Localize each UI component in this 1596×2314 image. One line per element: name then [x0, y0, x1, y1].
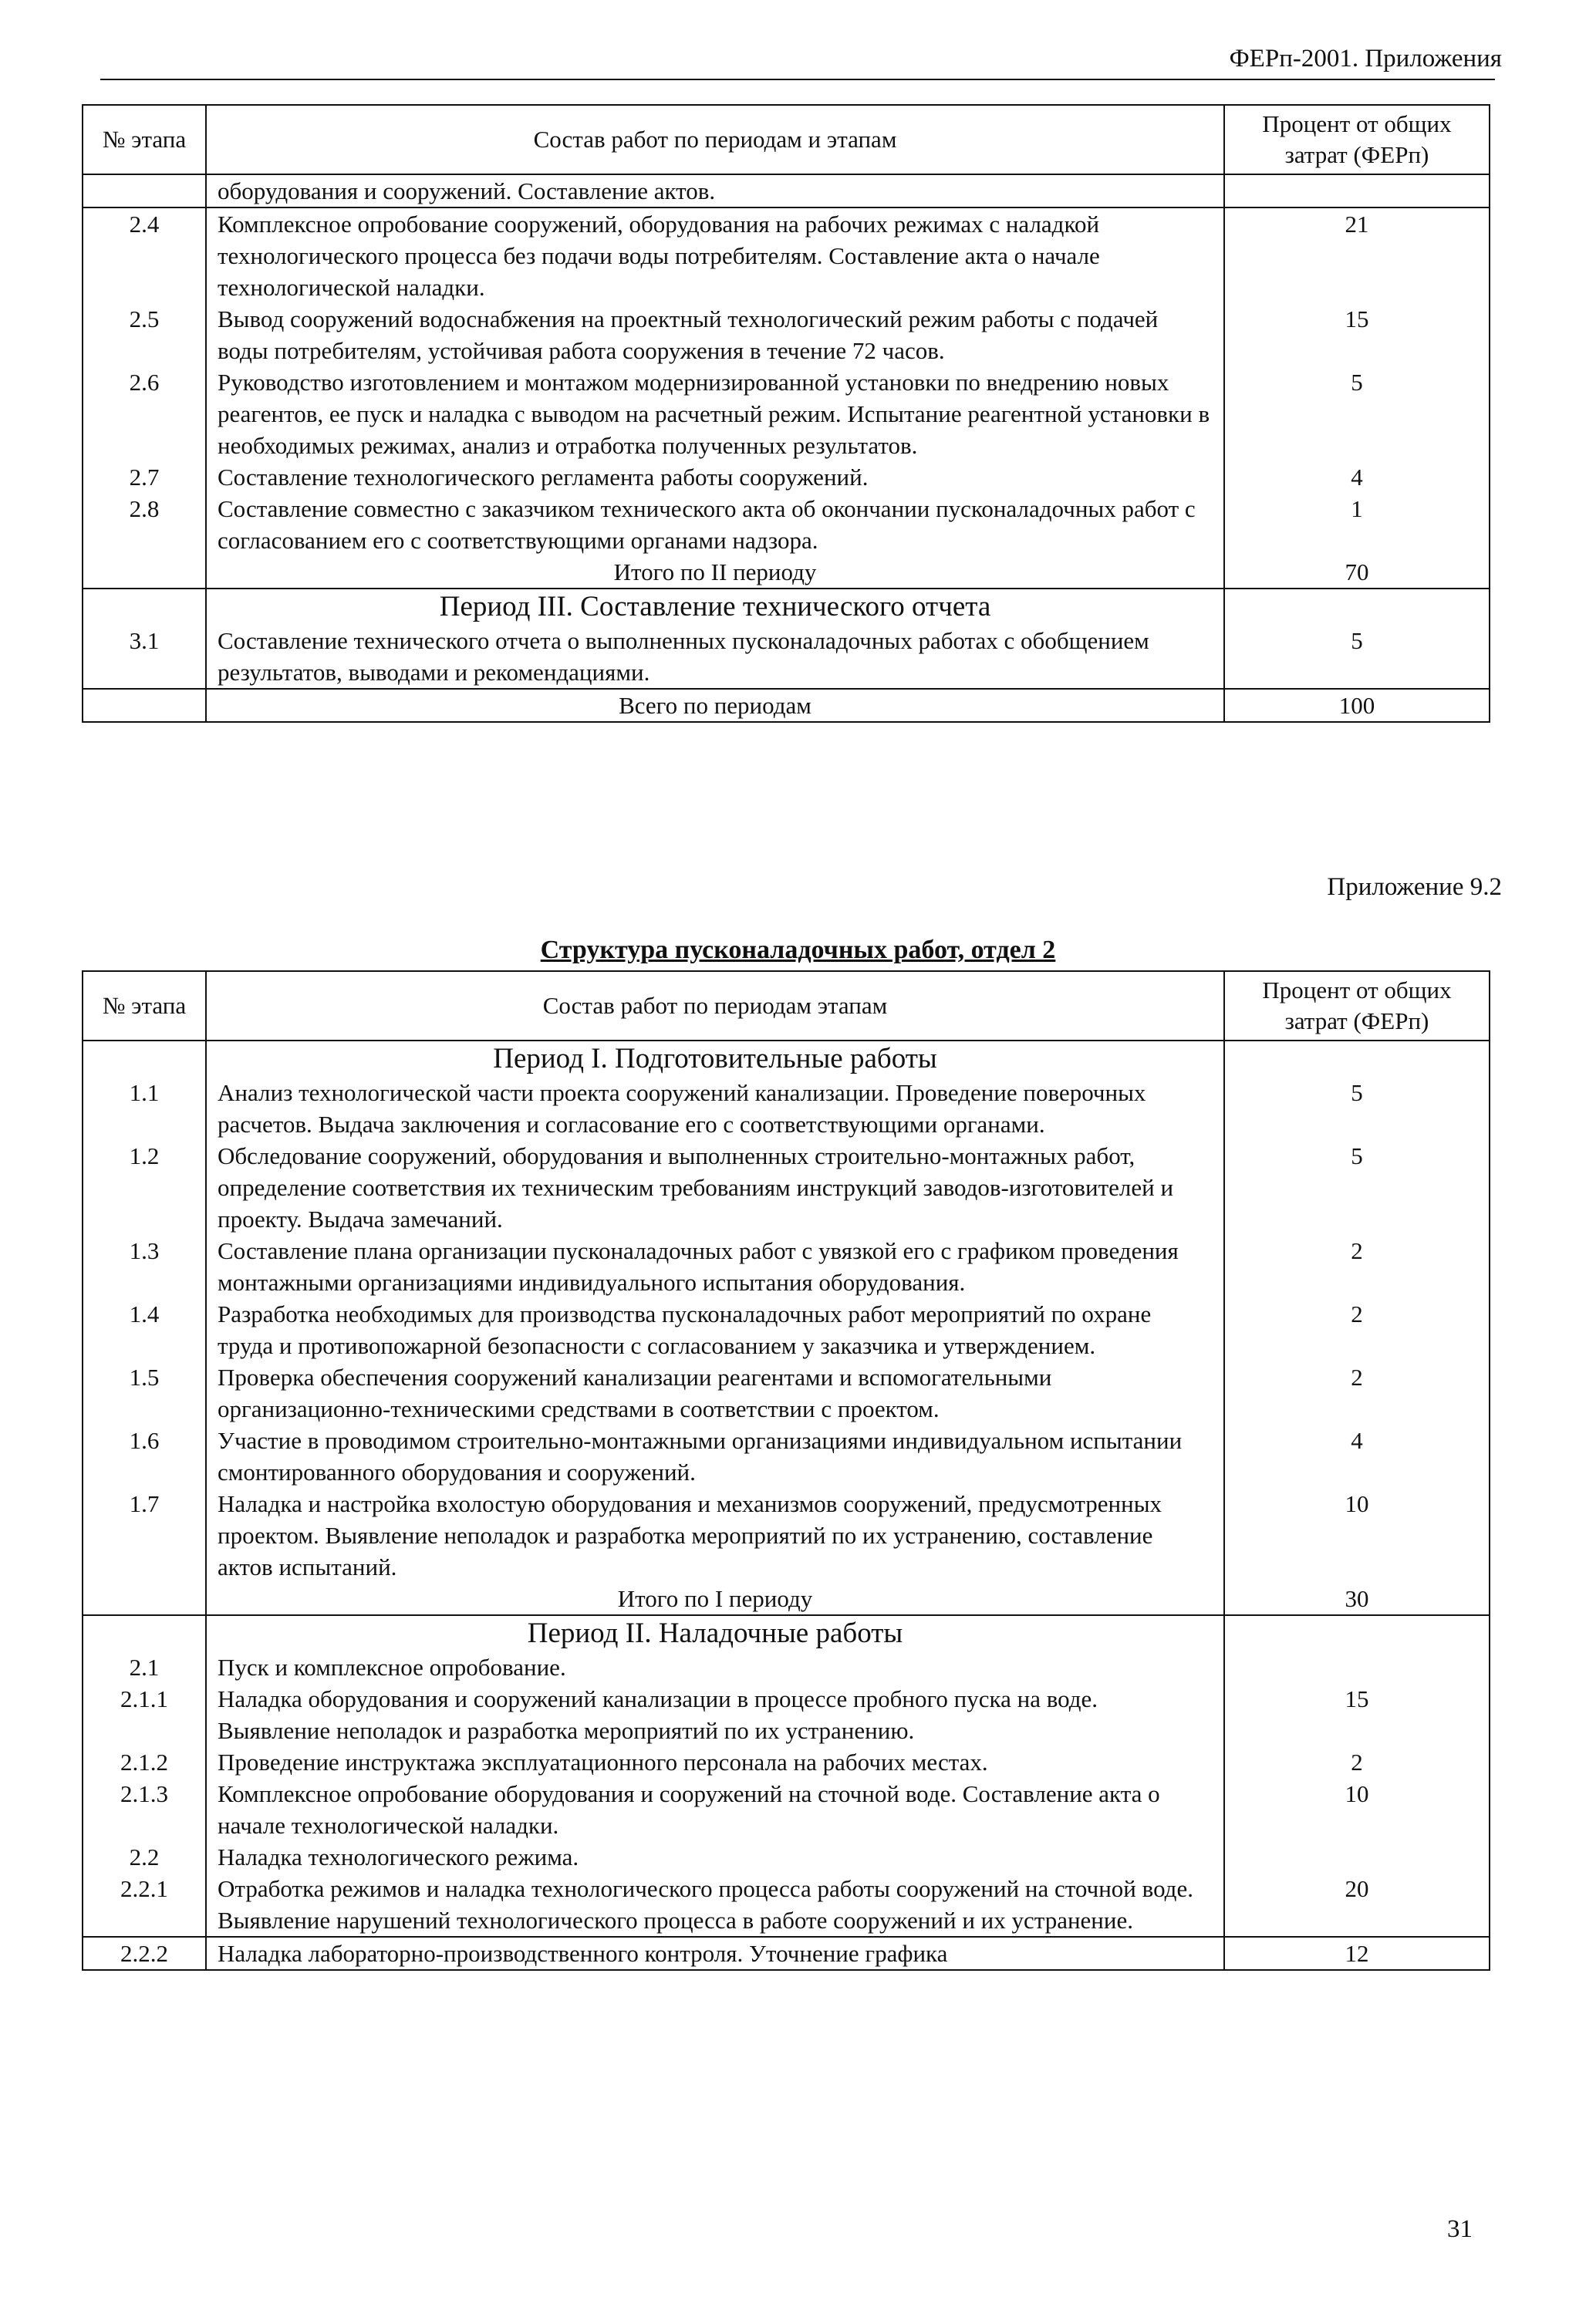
period-heading-row — [83, 1041, 1490, 1077]
table-row — [83, 1140, 1490, 1235]
period-heading-row — [83, 1615, 1490, 1651]
stage-description: Участие в проводимом строительно-монтажными организациями индивидуальном испытании смонтированного оборудования и сооружений. — [206, 1425, 1224, 1488]
table-row — [83, 625, 1490, 689]
table-row — [83, 1077, 1490, 1140]
column-header-work-description: Состав работ по периодам этапам — [206, 971, 1224, 1041]
period-heading: Период II. Наладочные работы — [206, 1615, 1224, 1651]
stage-number: 2.2.2 — [83, 1937, 206, 1970]
table-title: Структура пусконаладочных работ, отдел 2 — [540, 936, 1056, 964]
table-row — [83, 1361, 1490, 1425]
page-number: 31 — [1447, 2215, 1473, 2243]
stage-description: Наладка лабораторно-производственного контроля. Уточнение графика — [206, 1937, 1224, 1970]
stage-number: 2.1.3 — [83, 1778, 206, 1841]
grand-total-percent: 100 — [1224, 689, 1490, 722]
stage-percent: 5 — [1224, 1140, 1490, 1235]
table-row — [83, 1298, 1490, 1361]
stage-description: Проведение инструктажа эксплуатационного персонала на рабочих местах. — [206, 1746, 1224, 1778]
stage-description: Пуск и комплексное опробование. — [206, 1651, 1224, 1683]
continuation-text: оборудования и сооружений. Составление актов. — [206, 174, 1224, 207]
stage-percent: 5 — [1224, 625, 1490, 689]
table-row — [83, 493, 1490, 556]
stage-percent: 5 — [1224, 366, 1490, 461]
stage-percent: 20 — [1224, 1873, 1490, 1937]
period-total-row — [83, 1583, 1490, 1615]
stage-description: Руководство изготовлением и монтажом модернизированной установки по внедрению новых реагентов, ее пуск и наладка с выводом на расчетный режим. Испытание реагентной установки в необходимых режимах, анализ и отработка полученных результатов. — [206, 366, 1224, 461]
table-row — [83, 1651, 1490, 1683]
stage-description: Составление плана организации пусконаладочных работ с увязкой его с графиком проведения монтажными организациями индивидуального испытания оборудования. — [206, 1235, 1224, 1298]
stage-description: Составление совместно с заказчиком технического акта об окончании пусконаладочных работ с согласованием его с соответствующими органами надзора. — [206, 493, 1224, 556]
stage-number: 2.1 — [83, 1651, 206, 1683]
stage-number: 2.5 — [83, 303, 206, 366]
stage-description: Наладка и настройка вхолостую оборудования и механизмов сооружений, предусмотренных проектом. Выявление неполадок и разработка мероприятий по их устранению, составление актов испытаний. — [206, 1488, 1224, 1583]
column-header-work-description: Состав работ по периодам и этапам — [206, 105, 1224, 174]
stage-description: Составление технического отчета о выполненных пусконаладочных работах с обобщением результатов, выводами и рекомендациями. — [206, 625, 1224, 689]
table-row — [83, 303, 1490, 366]
table-row — [83, 1873, 1490, 1937]
stage-description: Обследование сооружений, оборудования и выполненных строительно-монтажных работ, определение соответствия их техническим требованиям инструкций заводов-изготовителей и проекту. Выдача замечаний. — [206, 1140, 1224, 1235]
stage-number: 1.2 — [83, 1140, 206, 1235]
stage-percent: 4 — [1224, 461, 1490, 493]
stage-percent: 21 — [1224, 207, 1490, 303]
stage-number: 3.1 — [83, 625, 206, 689]
table-row — [83, 366, 1490, 461]
stage-number: 2.1.1 — [83, 1683, 206, 1746]
stage-percent — [1224, 1651, 1490, 1683]
stage-description: Анализ технологической части проекта сооружений канализации. Проведение поверочных расчетов. Выдача заключения и согласование его с соответствующими органами. — [206, 1077, 1224, 1140]
period-heading: Период III. Составление технического отчета — [206, 589, 1224, 625]
stage-percent: 5 — [1224, 1077, 1490, 1140]
period-total-percent: 30 — [1224, 1583, 1490, 1615]
stage-description: Комплексное опробование сооружений, оборудования на рабочих режимах с наладкой технологического процесса без подачи воды потребителям. Составление акта о начале технологической наладки. — [206, 207, 1224, 303]
header-divider — [100, 79, 1495, 80]
stage-percent: 4 — [1224, 1425, 1490, 1488]
stage-number: 2.4 — [83, 207, 206, 303]
table-row — [83, 207, 1490, 303]
stage-percent: 1 — [1224, 493, 1490, 556]
stage-percent: 10 — [1224, 1488, 1490, 1583]
stage-percent: 15 — [1224, 303, 1490, 366]
period-total-label: Итого по II периоду — [206, 556, 1224, 589]
stage-number: 2.7 — [83, 461, 206, 493]
table-row — [83, 1235, 1490, 1298]
table-structure-department-2 — [82, 970, 1490, 1971]
stage-percent: 10 — [1224, 1778, 1490, 1841]
stage-percent: 2 — [1224, 1746, 1490, 1778]
table-row — [83, 1488, 1490, 1583]
stage-description: Комплексное опробование оборудования и сооружений на сточной воде. Составление акта о начале технологической наладки. — [206, 1778, 1224, 1841]
stage-number: 1.3 — [83, 1235, 206, 1298]
grand-total-row — [83, 689, 1490, 722]
stage-number: 1.4 — [83, 1298, 206, 1361]
table-row — [83, 174, 1490, 207]
stage-number: 1.7 — [83, 1488, 206, 1583]
stage-description: Составление технологического регламента работы сооружений. — [206, 461, 1224, 493]
table-row — [83, 1683, 1490, 1746]
stage-number: 2.2 — [83, 1841, 206, 1873]
stage-number: 2.2.1 — [83, 1873, 206, 1937]
table-row — [83, 1425, 1490, 1488]
stage-description: Проверка обеспечения сооружений канализации реагентами и вспомогательными организационно-техническими средствами в соответствии с проектом. — [206, 1361, 1224, 1425]
stage-number: 2.6 — [83, 366, 206, 461]
table-row — [83, 1841, 1490, 1873]
stage-number: 1.1 — [83, 1077, 206, 1140]
stage-number: 1.6 — [83, 1425, 206, 1488]
stage-percent: 15 — [1224, 1683, 1490, 1746]
table-row — [83, 1746, 1490, 1778]
table-row — [83, 1937, 1490, 1970]
table-row — [83, 461, 1490, 493]
stage-description: Разработка необходимых для производства пусконаладочных работ мероприятий по охране труда и противопожарной безопасности с согласованием у заказчика и утверждением. — [206, 1298, 1224, 1361]
stage-description: Вывод сооружений водоснабжения на проектный технологический режим работы с подачей воды потребителям, устойчивая работа сооружения в течение 72 часов. — [206, 303, 1224, 366]
stage-percent: 2 — [1224, 1361, 1490, 1425]
stage-number: 1.5 — [83, 1361, 206, 1425]
period-total-row — [83, 556, 1490, 589]
stage-percent — [1224, 1841, 1490, 1873]
stage-description: Отработка режимов и наладка технологического процесса работы сооружений на сточной воде. Выявление нарушений технологического процесса в работе сооружений и их устранение. — [206, 1873, 1224, 1937]
period-heading-row — [83, 589, 1490, 625]
document-header-title: ФЕРп-2001. Приложения — [1229, 45, 1502, 73]
table-appendix-continuation — [82, 104, 1490, 723]
column-header-cost-percent: Процент от общих затрат (ФЕРп) — [1224, 105, 1490, 174]
stage-description: Наладка технологического режима. — [206, 1841, 1224, 1873]
stage-number: 2.8 — [83, 493, 206, 556]
column-header-stage-number: № этапа — [83, 971, 206, 1041]
period-heading: Период I. Подготовительные работы — [206, 1041, 1224, 1077]
stage-percent: 12 — [1224, 1937, 1490, 1970]
period-total-label: Итого по I периоду — [206, 1583, 1224, 1615]
column-header-stage-number: № этапа — [83, 105, 206, 174]
period-total-percent: 70 — [1224, 556, 1490, 589]
table-row — [83, 1778, 1490, 1841]
stage-number: 2.1.2 — [83, 1746, 206, 1778]
appendix-label: Приложение 9.2 — [1327, 873, 1502, 901]
stage-description: Наладка оборудования и сооружений канализации в процессе пробного пуска на воде. Выявление неполадок и разработка мероприятий по их устранению. — [206, 1683, 1224, 1746]
column-header-cost-percent: Процент от общих затрат (ФЕРп) — [1224, 971, 1490, 1041]
stage-percent: 2 — [1224, 1298, 1490, 1361]
stage-percent: 2 — [1224, 1235, 1490, 1298]
grand-total-label: Всего по периодам — [206, 689, 1224, 722]
